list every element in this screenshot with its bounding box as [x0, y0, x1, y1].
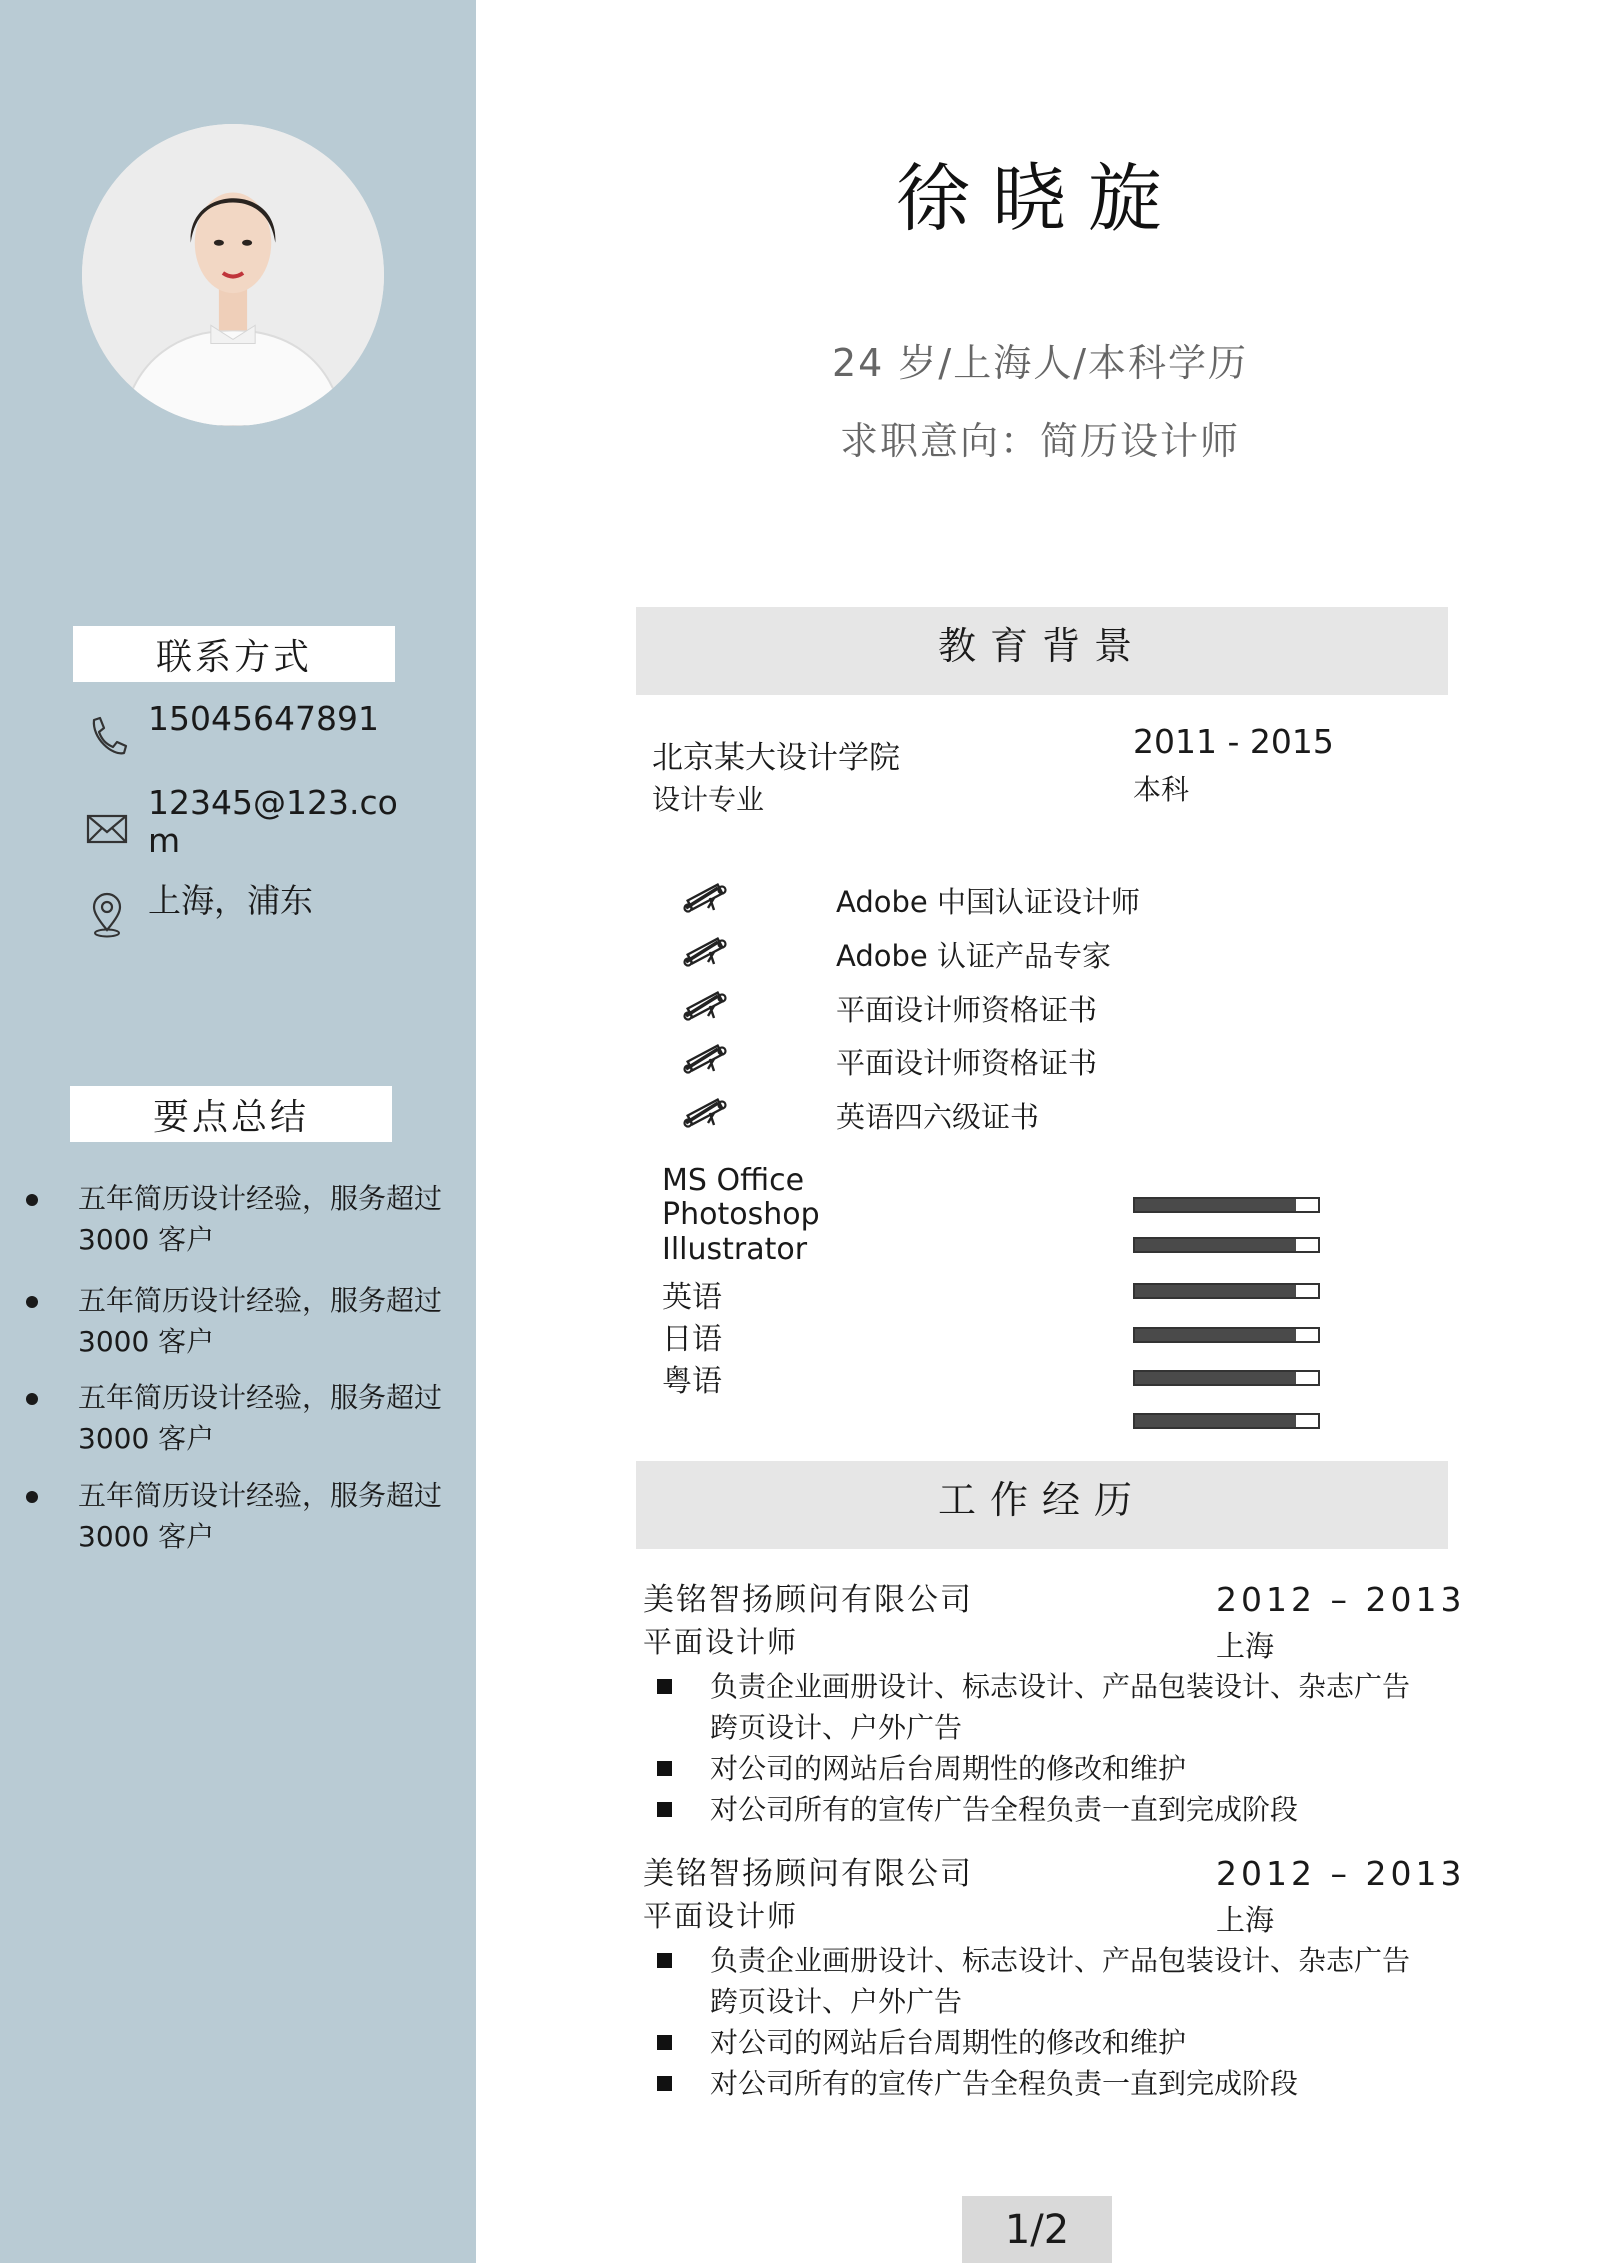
- bullet-dot: [26, 1393, 38, 1405]
- page-number: 1/2: [962, 2196, 1112, 2263]
- profile-photo-image: [82, 124, 384, 426]
- square-bullet: [657, 1953, 672, 1968]
- job-duty: 负责企业画册设计、标志设计、产品包装设计、杂志广告跨页设计、户外广告: [710, 1944, 1411, 2018]
- job-duty: 对公司的网站后台周期性的修改和维护: [710, 2026, 1187, 2059]
- certificate-label: 英语四六级证书: [836, 1100, 1040, 1134]
- candidate-info: 24 岁/上海人/本科学历: [831, 341, 1249, 385]
- skill-level-bar: [1133, 1370, 1320, 1386]
- skill-label: MS Office: [662, 1163, 805, 1198]
- bullet-dot: [26, 1194, 38, 1206]
- square-bullet: [657, 1761, 672, 1776]
- contact-address: 上海，浦东: [148, 881, 313, 920]
- contact-section-title: 联系方式: [73, 626, 395, 682]
- job-duty: 对公司的网站后台周期性的修改和维护: [710, 1752, 1187, 1785]
- certificate-label: Adobe 认证产品专家: [836, 939, 1111, 973]
- skill-level-fill: [1135, 1239, 1296, 1251]
- skill-label: Photoshop: [662, 1197, 820, 1232]
- major: 设计专业: [652, 783, 765, 816]
- profile-photo: [82, 124, 384, 426]
- mail-icon: [82, 804, 132, 854]
- skill-level-bar: [1133, 1327, 1320, 1343]
- job-years: 2012 – 2013: [1216, 1580, 1466, 1619]
- certificate-label: Adobe 中国认证设计师: [836, 885, 1140, 919]
- job-years: 2012 – 2013: [1216, 1854, 1466, 1893]
- square-bullet: [657, 2076, 672, 2091]
- skill-level-fill: [1135, 1329, 1296, 1341]
- certificate-scroll-icon: [680, 1039, 732, 1079]
- skill-level-fill: [1135, 1415, 1296, 1427]
- certificate-scroll-icon: [680, 1093, 732, 1133]
- job-city: 上海: [1216, 1903, 1275, 1937]
- job-role: 平面设计师: [643, 1625, 799, 1659]
- contact-phone: 15045647891: [148, 699, 379, 738]
- phone-icon: [82, 712, 132, 762]
- job-duty: 负责企业画册设计、标志设计、产品包装设计、杂志广告跨页设计、户外广告: [710, 1670, 1411, 1744]
- summary-section-title: 要点总结: [70, 1086, 392, 1142]
- certificate-scroll-icon: [680, 878, 732, 918]
- education-section-title: 教育背景: [636, 607, 1448, 695]
- skill-level-fill: [1135, 1372, 1296, 1384]
- company-name: 美铭智扬顾问有限公司: [643, 1856, 973, 1892]
- location-pin-icon: [82, 890, 132, 940]
- skill-level-bar: [1133, 1197, 1320, 1213]
- sidebar: [0, 0, 476, 2263]
- certificate-scroll-icon: [680, 986, 732, 1026]
- skill-label: Illustrator: [662, 1232, 808, 1267]
- bullet-dot: [26, 1296, 38, 1308]
- certificate-label: 平面设计师资格证书: [836, 1046, 1098, 1080]
- skill-level-fill: [1135, 1285, 1296, 1297]
- square-bullet: [657, 1802, 672, 1817]
- bullet-dot: [26, 1491, 38, 1503]
- square-bullet: [657, 1679, 672, 1694]
- certificate-scroll-icon: [680, 932, 732, 972]
- candidate-name: 徐晓旋: [896, 156, 1184, 242]
- summary-item-text: 五年简历设计经验，服务超过 3000 客户: [78, 1284, 443, 1358]
- skill-label: 粤语: [662, 1364, 722, 1399]
- degree: 本科: [1133, 773, 1190, 806]
- job-role: 平面设计师: [643, 1899, 799, 1933]
- summary-item-text: 五年简历设计经验，服务超过 3000 客户: [78, 1182, 443, 1256]
- job-duty: 对公司所有的宣传广告全程负责一直到完成阶段: [710, 2067, 1299, 2100]
- skill-label: 英语: [662, 1280, 722, 1315]
- summary-item-text: 五年简历设计经验，服务超过 3000 客户: [78, 1381, 443, 1455]
- skill-level-fill: [1135, 1199, 1296, 1211]
- company-name: 美铭智扬顾问有限公司: [643, 1582, 973, 1618]
- skill-label: 日语: [662, 1322, 722, 1357]
- certificate-label: 平面设计师资格证书: [836, 993, 1098, 1027]
- job-objective: 求职意向：简历设计师: [839, 419, 1240, 463]
- skill-level-bar: [1133, 1283, 1320, 1299]
- skill-level-bar: [1133, 1413, 1320, 1429]
- contact-email: 12345@123.com: [148, 783, 398, 860]
- school-name: 北京某大设计学院: [652, 740, 900, 776]
- job-city: 上海: [1216, 1629, 1275, 1663]
- job-duty: 对公司所有的宣传广告全程负责一直到完成阶段: [710, 1793, 1299, 1826]
- work-section-title: 工作经历: [636, 1461, 1448, 1549]
- skill-level-bar: [1133, 1237, 1320, 1253]
- education-years: 2011 - 2015: [1133, 722, 1334, 761]
- square-bullet: [657, 2035, 672, 2050]
- summary-item-text: 五年简历设计经验，服务超过 3000 客户: [78, 1479, 443, 1553]
